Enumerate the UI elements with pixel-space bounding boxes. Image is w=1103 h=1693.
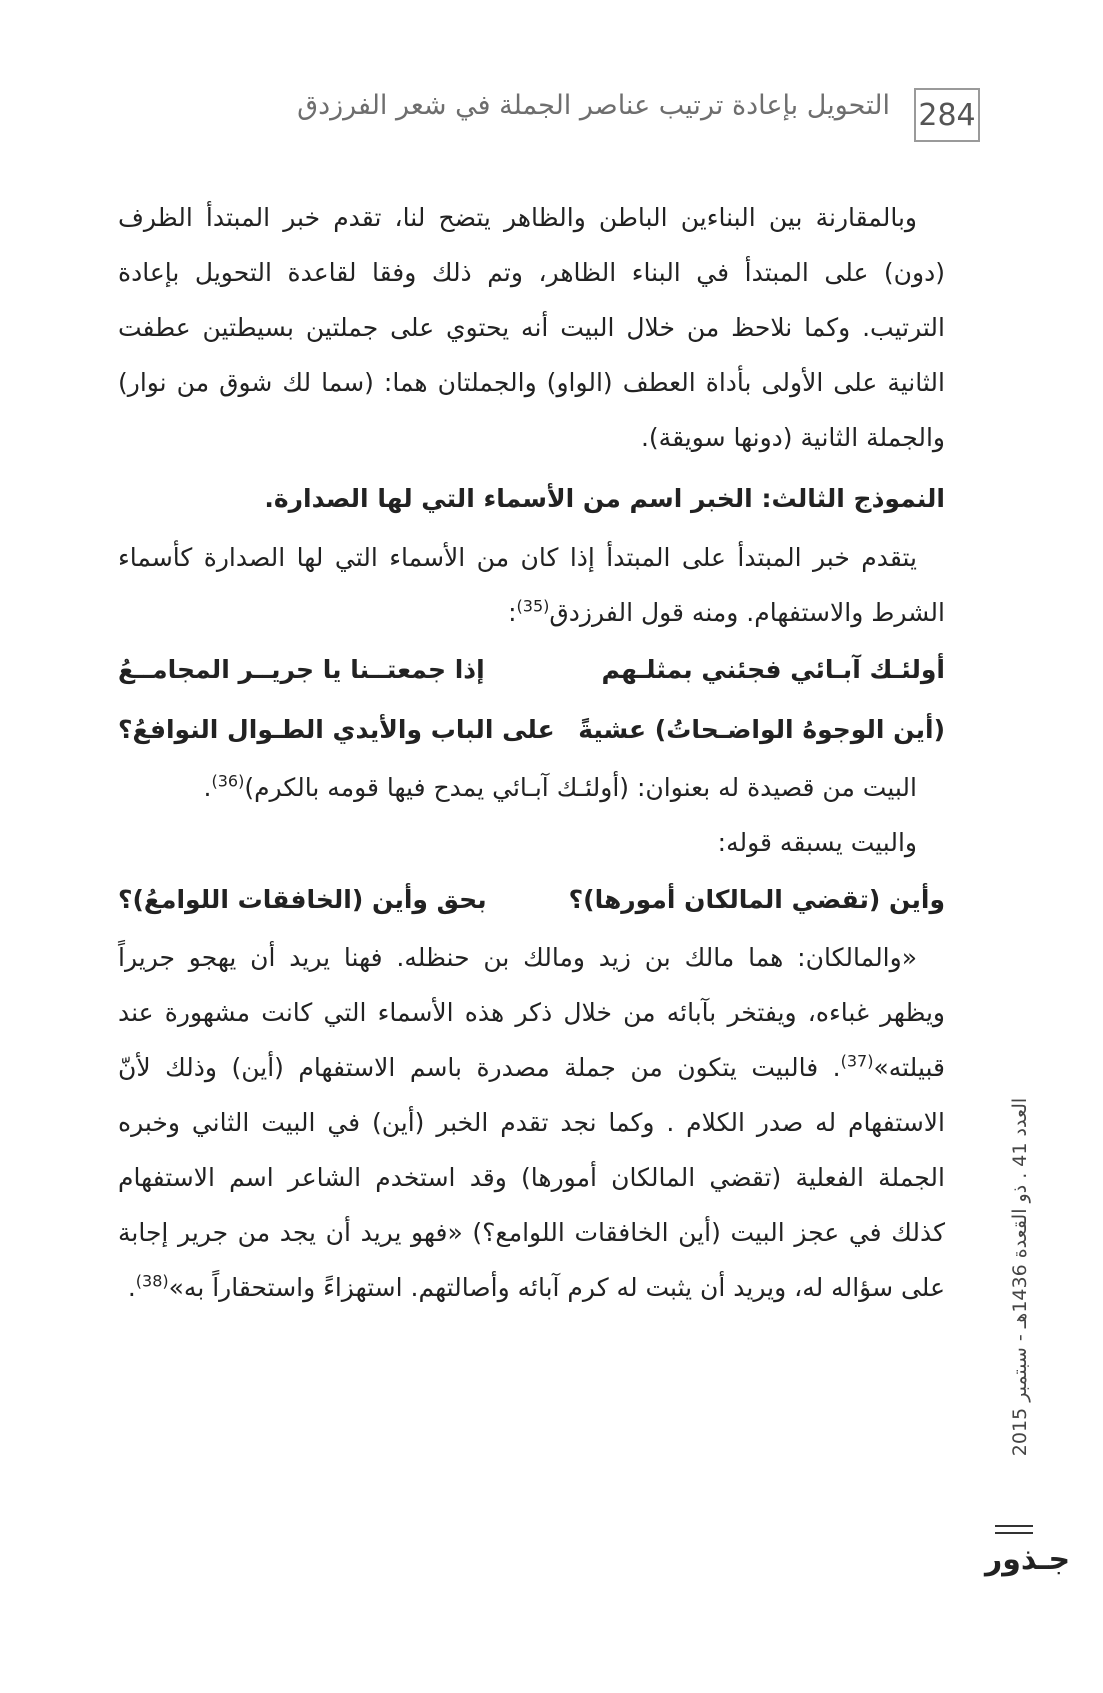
journal-logo: جـذور	[985, 1542, 1071, 1577]
section-heading: النموذج الثالث: الخبر اسم من الأسماء التي لها الصدارة.	[264, 484, 945, 513]
paragraph-5	[118, 930, 945, 1315]
verse-line-3	[118, 870, 945, 930]
verse-3-first-hemistich: وأين (تقضي المالكان أمورها)؟	[568, 885, 945, 914]
footnote-ref-35[interactable]: (35)	[516, 596, 550, 616]
paragraph-5-end: .	[127, 1273, 136, 1302]
paragraph-2-end: :	[508, 598, 517, 627]
verse-line-2	[118, 700, 945, 760]
running-title: التحويل بإعادة ترتيب عناصر الجملة في شعر الفرزدق	[297, 90, 890, 121]
verse-1-second-hemistich: إذا جمعتــنا يا جريــر المجامــعُ	[118, 655, 485, 684]
paragraph-4: والبيت يسبقه قوله:	[717, 828, 917, 857]
paragraph-2	[118, 530, 945, 640]
verse-3-second-hemistich: بحق وأين (الخافقات اللوامعُ)؟	[118, 885, 487, 914]
footnote-ref-36[interactable]: (36)	[211, 771, 245, 791]
paragraph-3-end: .	[203, 773, 212, 802]
side-issue-info	[990, 1035, 1050, 1520]
page-number: 284	[918, 97, 976, 133]
article-body	[118, 190, 945, 1315]
paragraph-1: وبالمقارنة بين البناءين الباطن والظاهر يتضح لنا، تقدم خبر المبتدأ الظرف (دون) على المبتدأ في البناء الظاهر، وتم ذلك وفقا لقاعدة التحويل بإعادة الترتيب. وكما نلاحظ من خلال البيت أنه يحتوي على جملتين بسيطتين عطفت الثانية على الأولى بأداة العطف (الواو) والجملتان هما: (سما لك شوق من نوار) والجملة الثانية (دونها سويقة).	[118, 203, 945, 452]
page-header	[290, 88, 980, 148]
footnote-ref-37[interactable]: (37)	[840, 1051, 874, 1071]
verse-1-first-hemistich: أولئـك آبـائي فجئني بمثلـهم	[601, 655, 945, 684]
page-number-box	[914, 88, 980, 142]
paragraph-5-rest: . فالبيت يتكون من جملة مصدرة باسم الاستفهام (أين) وذلك لأنّ الاستفهام له صدر الكلام . وكما نجد تقدم الخبر (أين) في البيت الثاني وخبره الجملة الفعلية (تقضي المالكان أمورها) وقد استخدم الشاعر اسم الاستفهام كذلك في عجز البيت (أين الخافقات اللوامع؟) «فهو يريد أن يجد من جرير إجابة على سؤاله له، ويريد أن يثبت له كرم آبائه وأصالتهم. استهزاءً واستحقاراً به»	[118, 1053, 945, 1302]
paragraph-5-quote: «والمالكان: هما مالك بن زيد ومالك بن حنظله. فهنا يريد أن يهجو جريراً ويظهر غباءه، ويفتخر بآبائه من خلال ذكر هذه الأسماء التي كانت مشهورة عند قبيلته»	[118, 943, 945, 1082]
paragraph-3	[118, 760, 945, 815]
side-divider	[995, 1525, 1033, 1534]
issue-info-text: العدد 41 . ذو القعدة 1436هـ - سبتمبر 2015	[1009, 1097, 1031, 1457]
verse-line-1	[118, 640, 945, 700]
footnote-ref-38[interactable]: (38)	[135, 1271, 169, 1291]
verse-2-first-hemistich: (أين الوجوهُ الواضـحاتُ) عشيةً	[578, 715, 945, 744]
paragraph-2-text: يتقدم خبر المبتدأ على المبتدأ إذا كان من الأسماء التي لها الصدارة كأسماء الشرط والاستفهام. ومنه قول الفرزدق	[118, 543, 945, 627]
verse-2-second-hemistich: على الباب والأيدي الطـوال النوافعُ؟	[118, 715, 555, 744]
paragraph-3-text: البيت من قصيدة له بعنوان: (أولئـك آبـائي يمدح فيها قومه بالكرم)	[244, 773, 917, 802]
